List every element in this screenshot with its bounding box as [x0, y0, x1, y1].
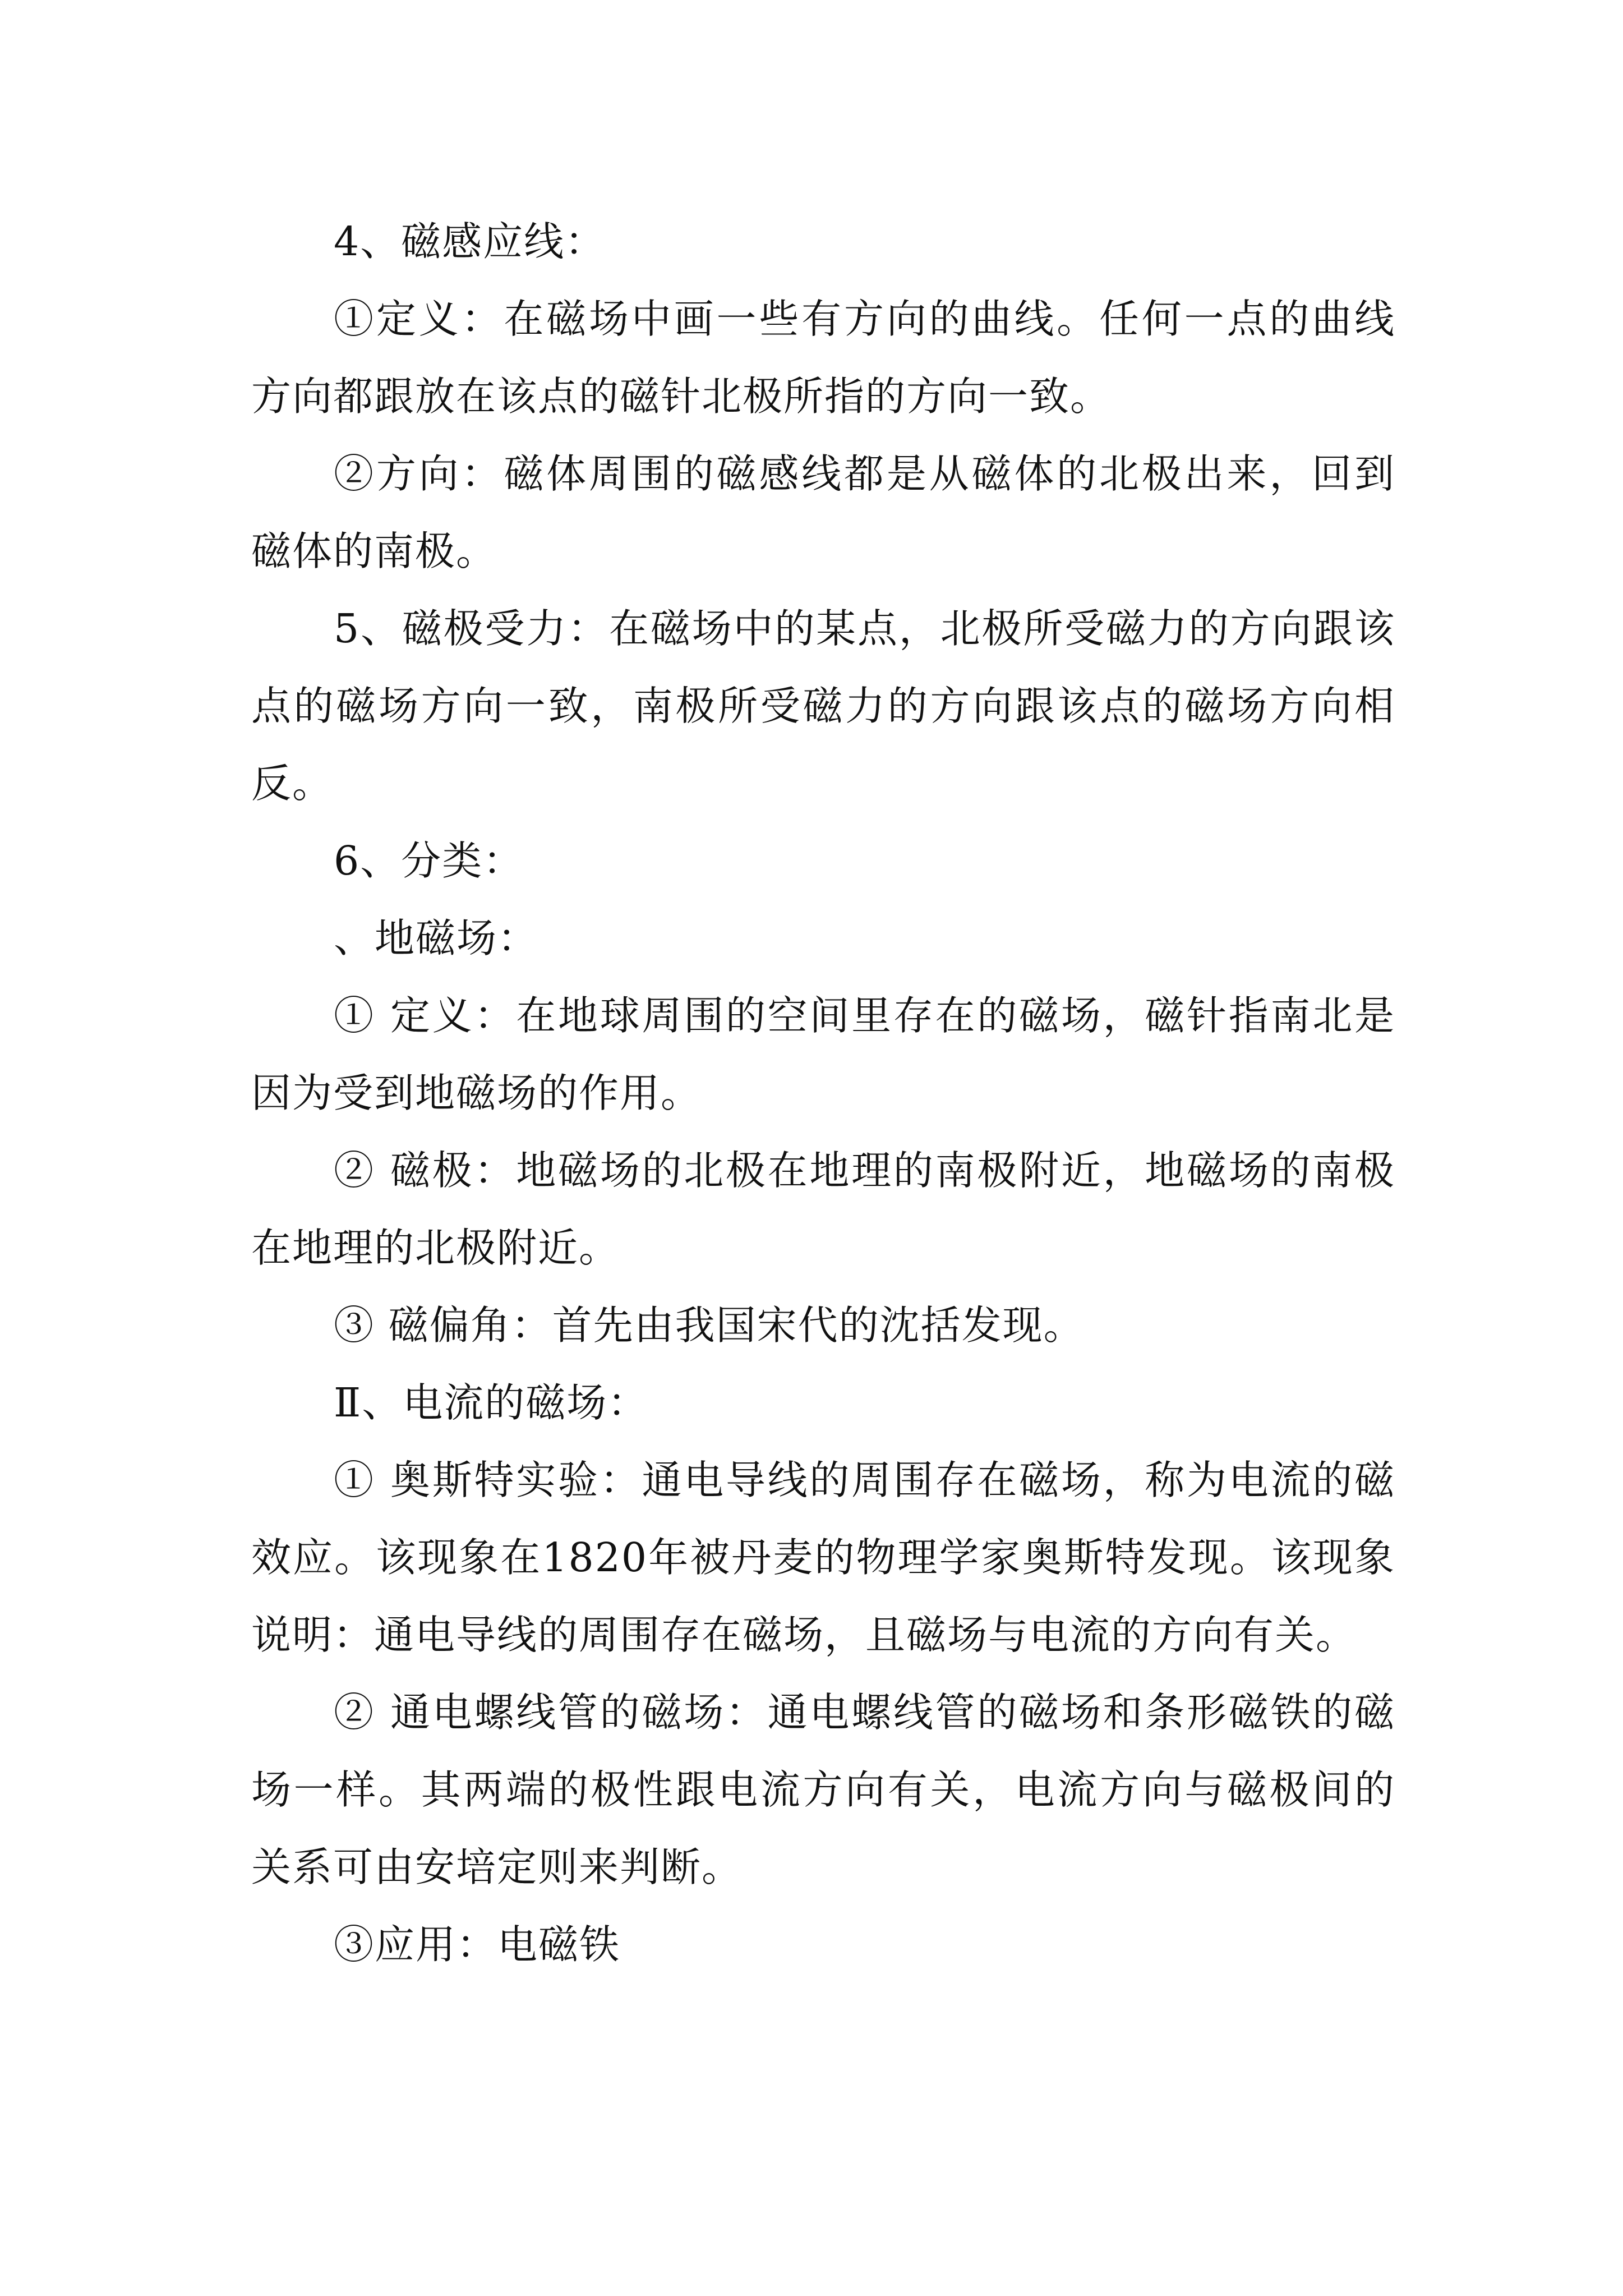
- paragraph-application: ③应用：电磁铁: [334, 1921, 621, 1968]
- paragraph-declination: ③ 磁偏角：首先由我国宋代的沈括发现。: [334, 1302, 1085, 1349]
- heading-classification: 6、分类：: [334, 838, 524, 884]
- paragraph-geomagnetic-definition: ① 定义：在地球周围的空间里存在的磁场，磁针指南北是因为受到地磁场的作用。: [251, 992, 1395, 1116]
- heading-magnetic-induction-lines: 4、磁感应线：: [334, 218, 606, 265]
- document-body: [251, 203, 1395, 1984]
- paragraph-pole-force: 5、磁极受力：在磁场中的某点，北极所受磁力的方向跟该点的磁场方向一致，南极所受磁力的方向跟该点的磁场方向相反。: [251, 605, 1395, 807]
- paragraph-induction-definition: ①定义：在磁场中画一些有方向的曲线。任何一点的曲线方向都跟放在该点的磁针北极所指的方向一致。: [251, 296, 1395, 420]
- paragraph-induction-direction: ②方向：磁体周围的磁感线都是从磁体的北极出来，回到磁体的南极。: [251, 450, 1395, 574]
- paragraph-oersted-experiment: ① 奥斯特实验：通电导线的周围存在磁场，称为电流的磁效应。该现象在1820年被丹麦的物理学家奥斯特发现。该现象说明：通电导线的周围存在磁场，且磁场与电流的方向有关。: [251, 1457, 1395, 1658]
- heading-current-magnetic-field: Ⅱ、电流的磁场：: [334, 1379, 649, 1426]
- paragraph-solenoid-field: ② 通电螺线管的磁场：通电螺线管的磁场和条形磁铁的磁场一样。其两端的极性跟电流方向有关，电流方向与磁极间的关系可由安培定则来判断。: [251, 1689, 1395, 1890]
- paragraph-geomagnetic-poles: ② 磁极：地磁场的北极在地理的南极附近，地磁场的南极在地理的北极附近。: [251, 1147, 1395, 1271]
- heading-geomagnetic-field: 、地磁场：: [334, 915, 539, 961]
